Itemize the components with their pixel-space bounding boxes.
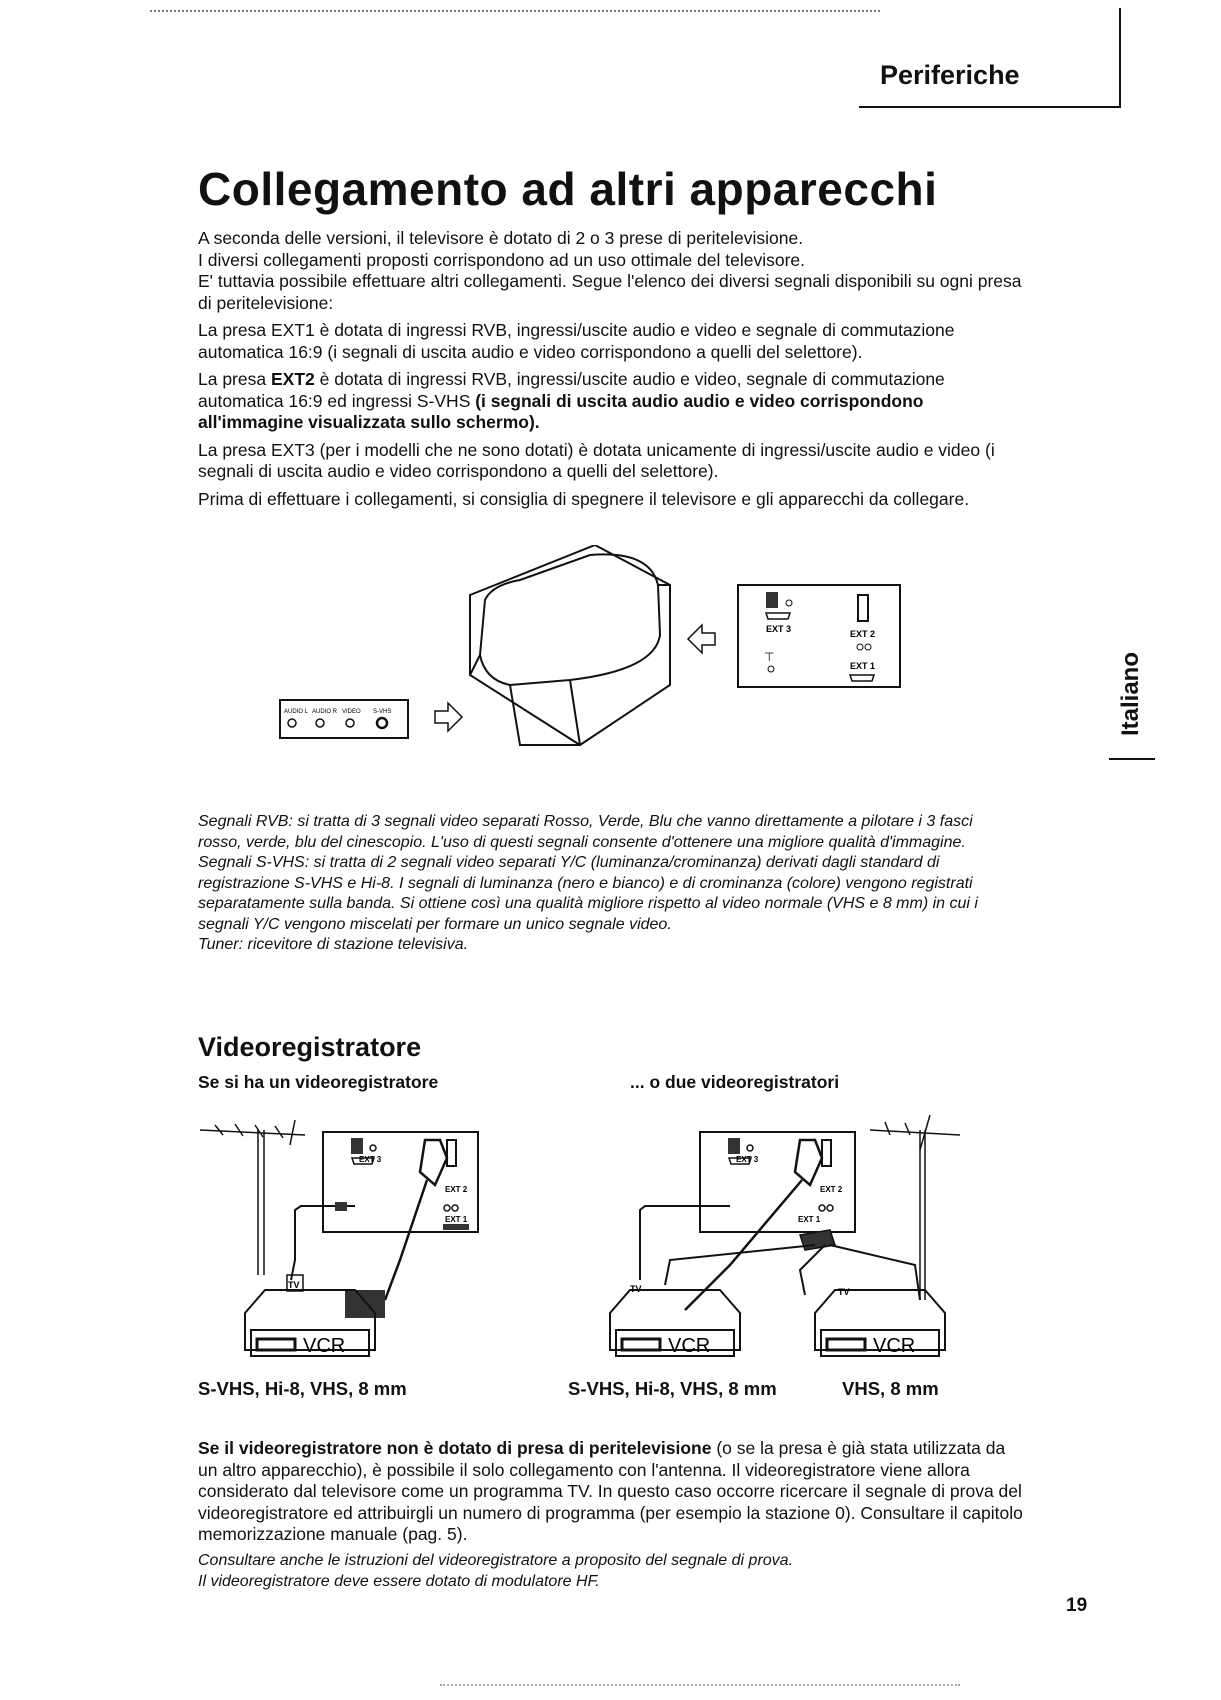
intro-text bbox=[198, 228, 1028, 516]
rear-ext1-label: EXT 1 bbox=[850, 661, 876, 671]
tv-set-drawing bbox=[470, 545, 670, 745]
ext2-pre: La presa bbox=[198, 369, 271, 389]
ext2-label: EXT2 bbox=[270, 369, 315, 389]
language-label: Italiano bbox=[1117, 652, 1144, 737]
ext3-label-two: EXT 3 bbox=[736, 1155, 759, 1164]
rear-ext3-label: EXT 3 bbox=[766, 624, 792, 634]
two-vcr-caption-b: VHS, 8 mm bbox=[842, 1378, 939, 1399]
ext3-paragraph: La presa EXT3 (per i modelli che ne sono dotati) è dotata unicamente di ingressi/uscite audio e video (i segnali di uscita audio e video corrispondono a quelli del selettore). bbox=[198, 439, 995, 481]
two-vcr-diagram bbox=[590, 1110, 995, 1365]
intro-line-2: I diversi collegamenti proposti corrispondono ad un uso ottimale del televisore. bbox=[198, 249, 805, 270]
language-tab bbox=[1101, 620, 1161, 760]
closing-text bbox=[198, 1438, 1028, 1546]
tuner-term: Tuner: bbox=[198, 936, 244, 953]
ext3-socket-icon bbox=[766, 592, 778, 608]
closing-italic-1: Consultare anche le istruzioni del videoregistratore a proposito del segnale di prova. bbox=[198, 1552, 794, 1569]
ext2-paragraph bbox=[198, 369, 1028, 434]
front-audio-l-label: AUDIO L bbox=[284, 709, 309, 715]
vcr-heading: Videoregistratore bbox=[198, 1032, 422, 1062]
signal-notes bbox=[198, 812, 1008, 956]
language-tab-line bbox=[1109, 758, 1155, 760]
front-audio-r-label: AUDIO R bbox=[312, 709, 338, 715]
closing-italic-2: Il videoregistratore deve essere dotato di modulatore HF. bbox=[198, 1572, 600, 1590]
vcr-label-left: VCR bbox=[668, 1335, 711, 1357]
top-scan-line bbox=[150, 10, 880, 12]
front-panel bbox=[280, 700, 408, 738]
tv-plug-label-one: TV bbox=[288, 1280, 300, 1290]
vcr-label-one: VCR bbox=[303, 1335, 346, 1357]
advice-paragraph: Prima di effettuare i collegamenti, si consiglia di spegnere il televisore e gli apparecchi da collegare. bbox=[198, 488, 970, 509]
section-title: Periferiche bbox=[880, 60, 1020, 90]
svhs-term: Segnali S-VHS: bbox=[198, 854, 310, 871]
one-vcr-caption: S-VHS, Hi-8, VHS, 8 mm bbox=[198, 1378, 407, 1399]
closing-body: (o se la presa è già stata utilizzata da un altro apparecchio), è possibile il solo collegamento con l'antenna. Il videoregistratore viene allora considerato dal televisore come un programma TV. In questo caso occorre ricercare il segnale di prova del videoregistratore ed attribuirgli un numero di programma (per esempio la stazione 0). Consultare il capitolo memorizzazione manuale (pag. 5). bbox=[198, 1438, 1023, 1544]
ext2-bold: (i segnali di uscita audio audio e video corrispondono all'immagine visualizzata sullo schermo). bbox=[198, 390, 924, 432]
ext2-mid: è dotata di ingressi RVB, ingressi/uscite audio e video, segnale di commutazione automatica 16:9 ed ingressi S-VHS bbox=[198, 369, 945, 411]
ext2-socket-icon bbox=[858, 595, 868, 621]
tv-plug-label-right: TV bbox=[838, 1287, 850, 1297]
arrow-right-icon bbox=[435, 703, 462, 731]
closing-bold: Se il videoregistratore non è dotato di presa di peritelevisione bbox=[198, 1438, 712, 1458]
ext1-label-one: EXT 1 bbox=[445, 1215, 468, 1224]
ext2-label-two: EXT 2 bbox=[820, 1185, 843, 1194]
tuner-text: ricevitore di stazione televisiva. bbox=[243, 936, 469, 953]
svhs-text: si tratta di 2 segnali video separati Y/C (luminanza/crominanza) derivati dagli standard di registrazione S-VHS e Hi-8. I segnali di luminanza (nero e bianco) e di crominanza (colore) vengono registrati separatamente sulla banda. Si ottiene così una qualità migliore rispetto al video normale (VHS e 8 mm) in cui i segnali Y/C vengono miscelati per formare un unico segnale video. bbox=[198, 854, 978, 933]
one-vcr-diagram bbox=[195, 1110, 495, 1365]
bottom-scan-line bbox=[440, 1684, 960, 1686]
tv-plug-label-left: TV bbox=[630, 1284, 642, 1294]
page-number: 19 bbox=[1066, 1595, 1088, 1616]
front-video-label: VIDEO bbox=[342, 709, 361, 715]
ext1-socket-icon bbox=[850, 675, 874, 681]
rear-ext2-label: EXT 2 bbox=[850, 629, 876, 639]
page-title: Collegamento ad altri apparecchi bbox=[198, 163, 938, 215]
ext3-label-one: EXT 3 bbox=[359, 1155, 382, 1164]
front-svhs-label: S-VHS bbox=[373, 709, 392, 715]
antenna-symbol: ⊤ bbox=[764, 650, 775, 664]
vcr-label-right: VCR bbox=[873, 1335, 916, 1357]
two-vcr-caption-a: S-VHS, Hi-8, VHS, 8 mm bbox=[568, 1378, 777, 1399]
ext1-paragraph: La presa EXT1 è dotata di ingressi RVB, ingressi/uscite audio e video e segnale di commutazione automatica 16:9 (i segnali di uscita audio e video corrispondono a quelli del selettore). bbox=[198, 320, 955, 362]
header-frame bbox=[859, 8, 1121, 108]
rear-panel bbox=[738, 585, 900, 687]
antenna-icon bbox=[200, 1120, 305, 1145]
rvb-text: si tratta di 3 segnali video separati Rosso, Verde, Blu che vanno direttamente a pilotare i 3 fasci rosso, verde, blu del cinescopio. L'uso di questi segnali consente d'ottenere una migliore qualità d'immagine. bbox=[198, 813, 973, 851]
rvb-term: Segnali RVB: bbox=[198, 813, 293, 830]
intro-line-1: A seconda delle versioni, il televisore è dotato di 2 o 3 prese di peritelevisione. bbox=[198, 228, 804, 248]
closing-notes bbox=[198, 1551, 1028, 1592]
ext2-label-one: EXT 2 bbox=[445, 1185, 468, 1194]
one-vcr-subtitle: Se si ha un videoregistratore bbox=[198, 1072, 439, 1092]
antenna-icon-two bbox=[870, 1115, 960, 1150]
arrow-left-icon bbox=[688, 625, 715, 653]
intro-line-3: E' tuttavia possibile effettuare altri collegamenti. Segue l'elenco dei diversi segnali disponibili su ogni presa di peritelevisione: bbox=[198, 271, 1022, 313]
two-vcr-subtitle: ... o due videoregistratori bbox=[630, 1072, 840, 1092]
tv-connections-diagram bbox=[270, 545, 970, 790]
ext1-label-two: EXT 1 bbox=[798, 1215, 821, 1224]
